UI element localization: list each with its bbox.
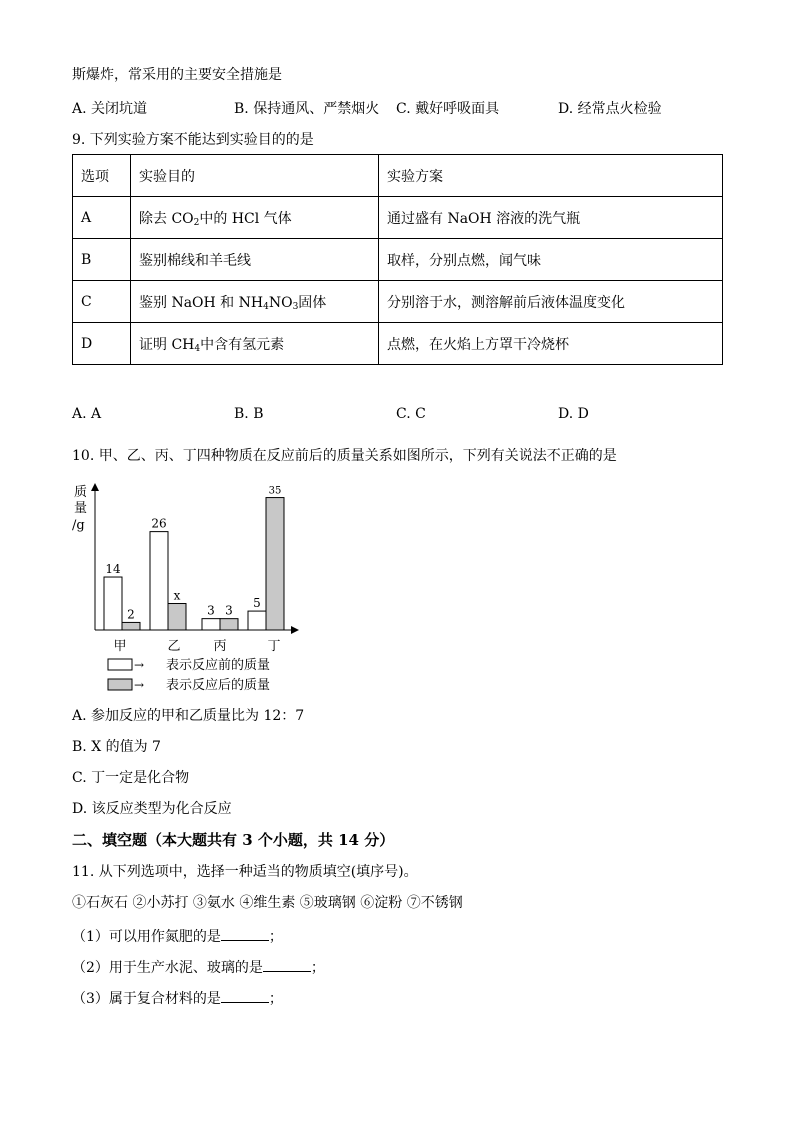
- q10-option-c: C. 丁一定是化合物: [72, 770, 190, 786]
- bar-before-0: [104, 577, 122, 630]
- q11-sub-2-end: ；: [310, 960, 325, 976]
- subscript: 4: [194, 343, 201, 354]
- q8-option-d-key: D.: [558, 101, 574, 117]
- category-label-jia: 甲: [113, 639, 127, 654]
- legend-label-after: 表示反应后的质量: [166, 678, 271, 693]
- category-label-ding: 丁: [267, 639, 281, 654]
- q11-stem: 11. 从下列选项中，选择一种适当的物质填空(填序号)。: [72, 864, 418, 880]
- q8-option-b: [234, 100, 379, 118]
- table-row: [73, 323, 723, 365]
- q11-sub-3-text: （3）属于复合材料的是: [72, 991, 221, 1007]
- q11-sub-3: [72, 988, 283, 1008]
- bar-before-2: [202, 619, 220, 630]
- subscript: 2: [193, 217, 200, 228]
- bar-after-1: [168, 604, 186, 630]
- goal-text: 鉴别 NaOH 和 NH: [139, 294, 264, 311]
- category-label-yi: 乙: [167, 639, 181, 654]
- q11-choices: ①石灰石 ②小苏打 ③氨水 ④维生素 ⑤玻璃钢 ⑥淀粉 ⑦不锈钢: [72, 895, 463, 911]
- bar-label-after-3: 35: [268, 485, 282, 497]
- section-2-title: 二、填空题（本大题共有 3 个小题，共 14 分）: [72, 831, 395, 849]
- row-option: A: [73, 197, 131, 239]
- table-row: [73, 197, 723, 239]
- y-axis-label-3: /g: [72, 518, 85, 533]
- q8-option-b-text: 保持通风、严禁烟火: [253, 101, 380, 117]
- q11-sub-3-end: ；: [268, 991, 283, 1007]
- row-goal: [131, 323, 379, 365]
- row-option: C: [73, 281, 131, 323]
- bar-label-after-0: 2: [127, 607, 135, 622]
- q10-stem: 10. 甲、乙、丙、丁四种物质在反应前后的质量关系如图所示，下列有关说法不正确的是: [72, 448, 617, 464]
- q8-option-c: [396, 100, 499, 118]
- q8-option-a-key: A.: [72, 101, 87, 117]
- header-goal: 实验目的: [131, 155, 379, 197]
- table-row: [73, 281, 723, 323]
- q9-stem: 9. 下列实验方案不能达到实验目的的是: [72, 132, 314, 148]
- goal-text: 中含有氢元素: [200, 336, 285, 353]
- q9-answer-c: C. C: [396, 406, 426, 422]
- q11-sub-1-text: （1）可以用作氮肥的是: [72, 929, 221, 945]
- bar-after-3: [266, 498, 284, 630]
- row-plan: 点燃，在火焰上方罩干冷烧杯: [379, 323, 723, 365]
- bar-label-before-3: 5: [253, 596, 261, 611]
- q8-option-b-key: B.: [234, 101, 249, 117]
- bars-group: [104, 486, 284, 630]
- row-option: B: [73, 239, 131, 281]
- row-goal: 鉴别棉线和羊毛线: [131, 239, 379, 281]
- q9-answer-a: A. A: [72, 406, 102, 422]
- goal-text: 固体: [298, 294, 327, 311]
- q11-sub-1: [72, 926, 283, 946]
- mass-bar-chart: [60, 474, 320, 700]
- legend-arrow-before: →: [134, 658, 145, 672]
- row-option: D: [73, 323, 131, 365]
- answer-blank-3[interactable]: [221, 988, 269, 1003]
- legend-swatch-after: [108, 679, 132, 690]
- q8-continuation: 斯爆炸，常采用的主要安全措施是: [72, 67, 282, 83]
- category-label-bing: 丙: [213, 639, 227, 654]
- q11-sub-2: [72, 957, 325, 977]
- row-goal: [131, 197, 379, 239]
- bar-before-1: [150, 532, 168, 630]
- bar-label-after-1: x: [173, 588, 181, 603]
- legend-swatch-before: [108, 659, 132, 670]
- q10-option-a: A. 参加反应的甲和乙质量比为 12：7: [72, 708, 305, 724]
- row-plan: 取样，分别点燃，闻气味: [379, 239, 723, 281]
- goal-text: 中的 HCl 气体: [199, 210, 292, 227]
- q8-option-a-text: 关闭坑道: [91, 101, 148, 117]
- q8-option-a: [72, 100, 147, 118]
- bar-after-2: [220, 619, 238, 630]
- header-plan: 实验方案: [379, 155, 723, 197]
- row-plan: 通过盛有 NaOH 溶液的洗气瓶: [379, 197, 723, 239]
- subscript: 3: [292, 301, 299, 312]
- q9-table: [72, 154, 723, 365]
- q11-sub-2-text: （2）用于生产水泥、玻璃的是: [72, 960, 263, 976]
- header-option: 选项: [73, 155, 131, 197]
- y-axis-label-2: 量: [74, 501, 88, 516]
- q8-option-c-text: 戴好呼吸面具: [415, 101, 500, 117]
- goal-text: 除去 CO: [139, 210, 194, 227]
- q11-sub-1-end: ；: [268, 929, 283, 945]
- legend-arrow-after: →: [134, 678, 145, 692]
- bar-before-3: [248, 611, 266, 630]
- bar-label-before-0: 14: [105, 562, 121, 577]
- goal-text: 证明 CH: [139, 336, 195, 353]
- goal-text: NO: [268, 294, 293, 311]
- answer-blank-2[interactable]: [263, 957, 311, 972]
- table-header-row: [73, 155, 723, 197]
- legend-label-before: 表示反应前的质量: [166, 658, 271, 673]
- bar-after-0: [122, 622, 140, 630]
- row-goal: [131, 281, 379, 323]
- bar-label-before-2: 3: [207, 603, 215, 618]
- answer-blank-1[interactable]: [221, 926, 269, 941]
- table-row: [73, 239, 723, 281]
- bar-label-after-2: 3: [225, 603, 233, 618]
- subscript: 4: [263, 301, 269, 312]
- q8-option-d-text: 经常点火检验: [577, 101, 662, 117]
- row-plan: 分别溶于水，测溶解前后液体温度变化: [379, 281, 723, 323]
- q8-option-d: [558, 100, 662, 118]
- q9-answer-d: D. D: [558, 406, 589, 422]
- q10-option-b: B. X 的值为 7: [72, 739, 161, 755]
- q10-option-d: D. 该反应类型为化合反应: [72, 801, 232, 817]
- y-axis-label-1: 质: [74, 485, 88, 500]
- bar-label-before-1: 26: [151, 516, 167, 531]
- q8-option-c-key: C.: [396, 101, 411, 117]
- q9-answer-b: B. B: [234, 406, 264, 422]
